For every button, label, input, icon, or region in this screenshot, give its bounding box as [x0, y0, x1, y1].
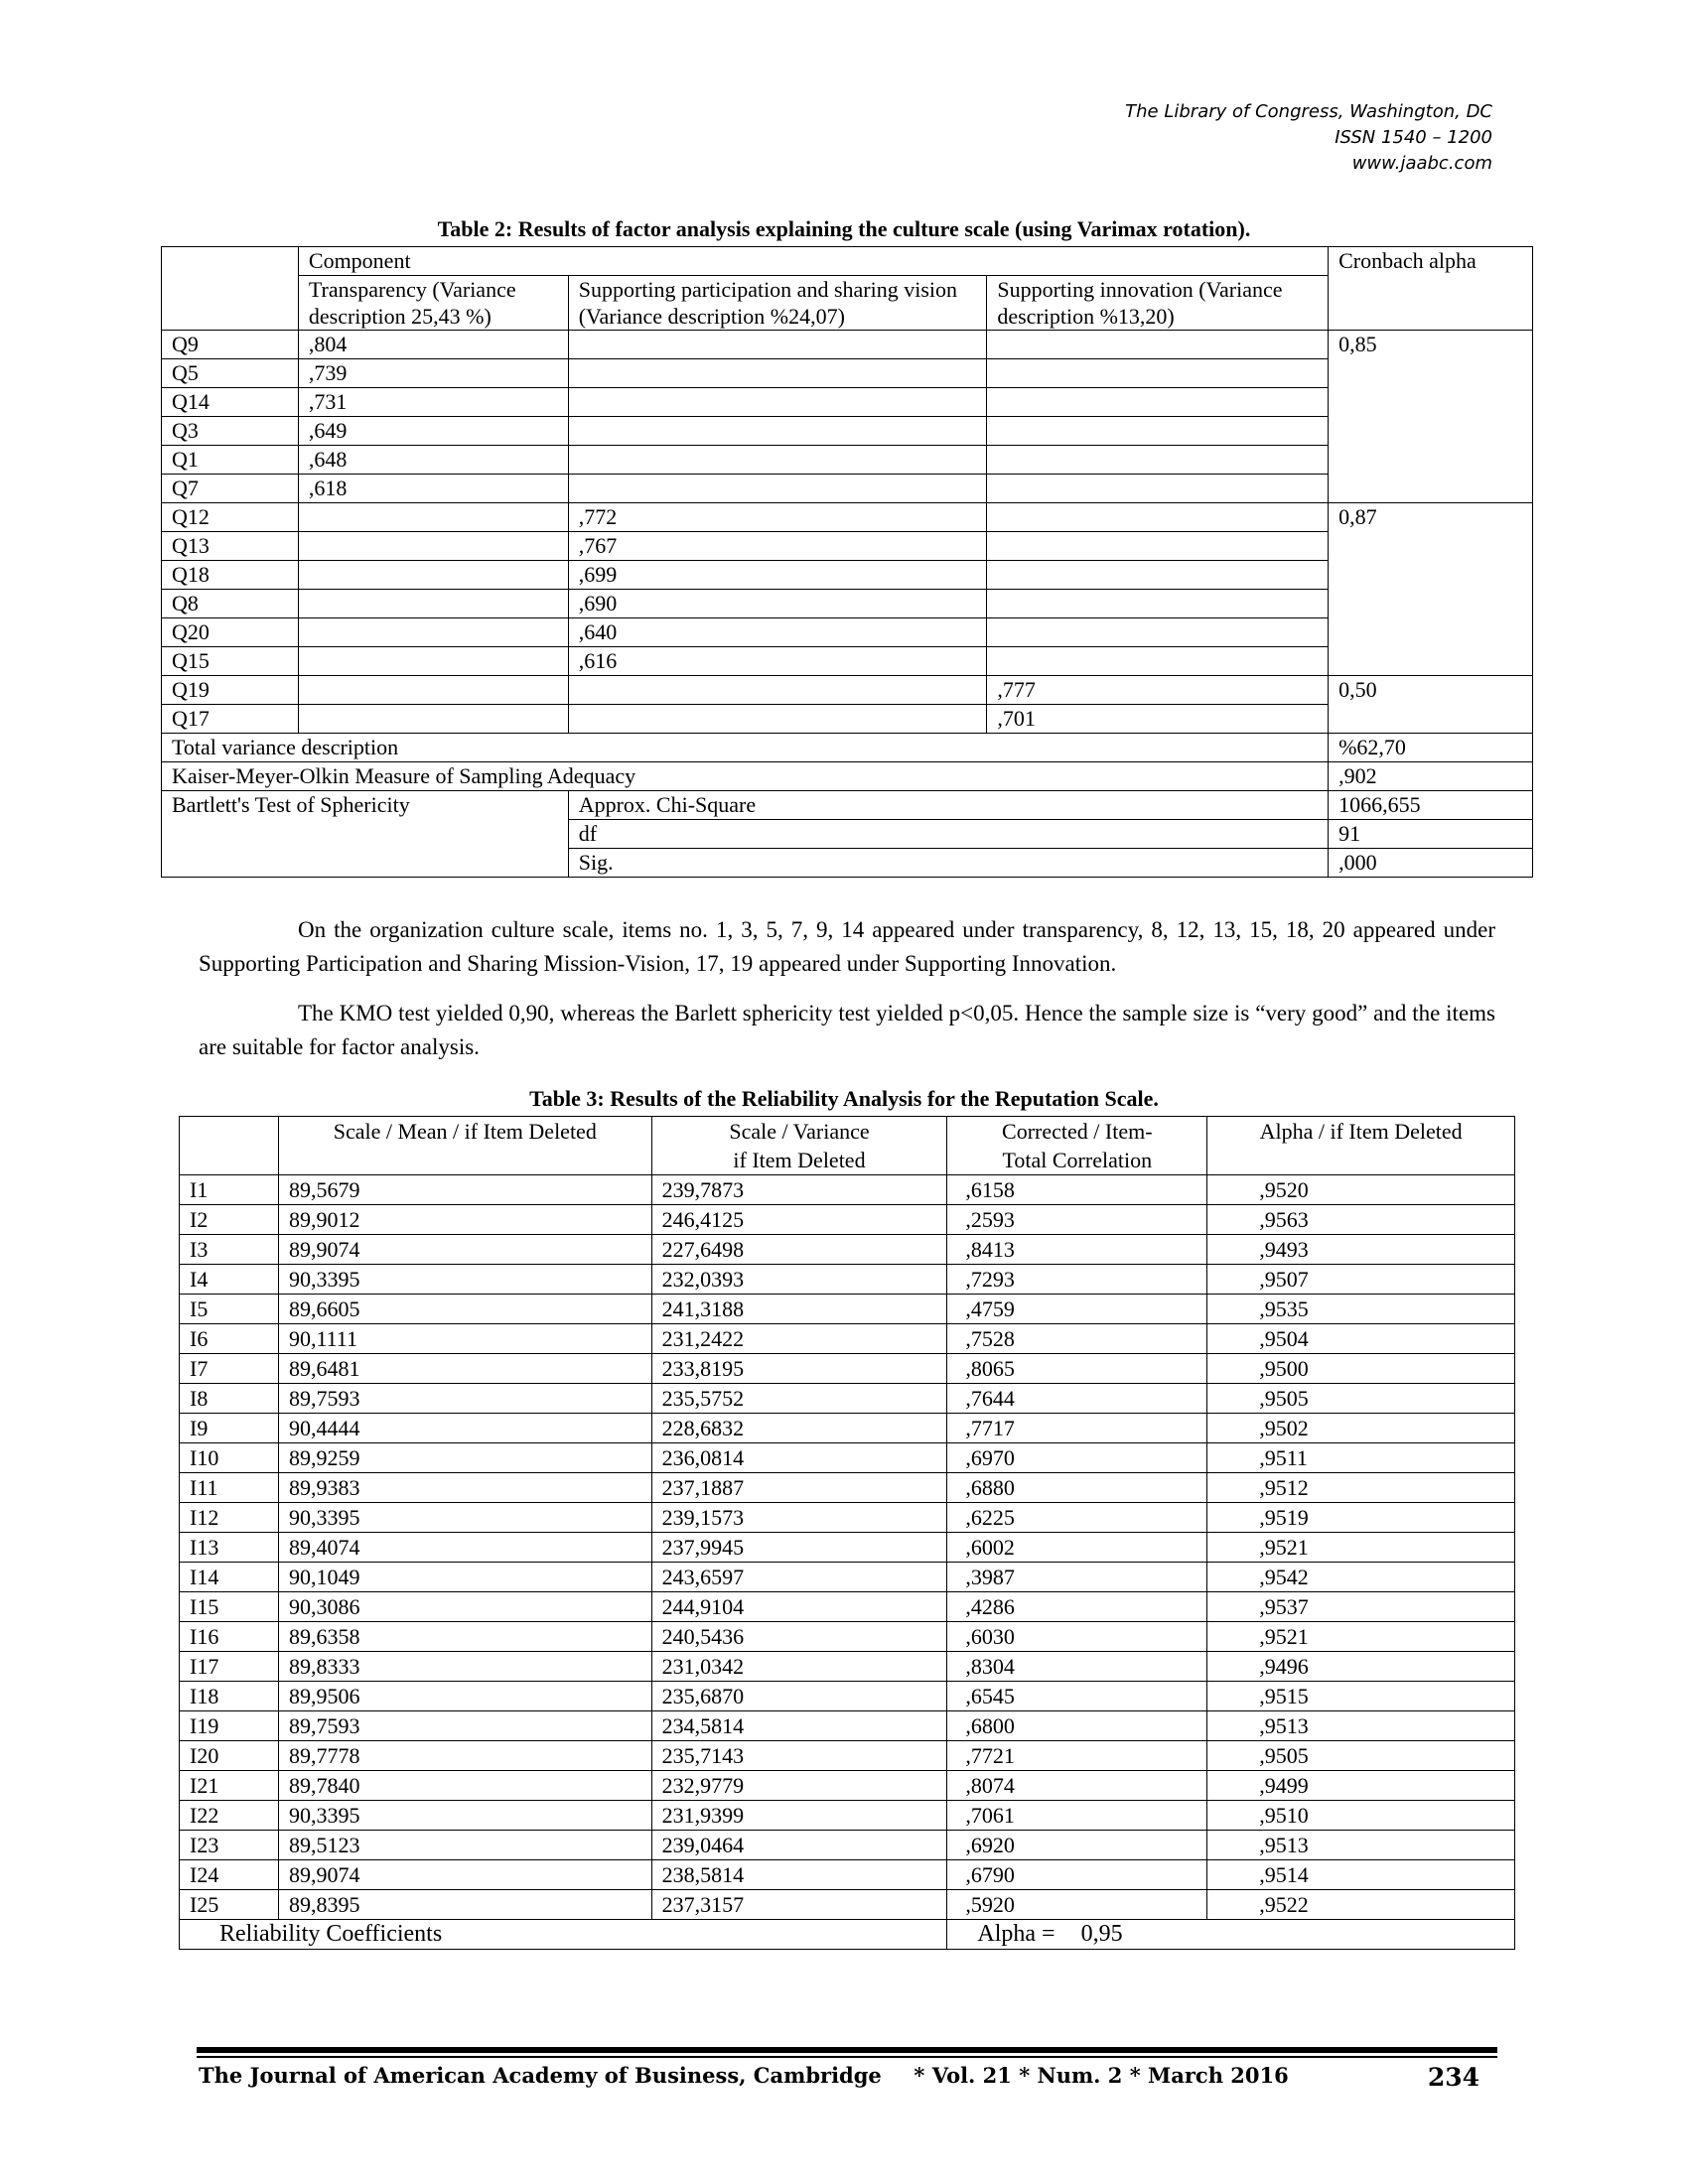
scale-variance-value: 231,0342 [651, 1652, 947, 1682]
item-label: I5 [180, 1295, 279, 1324]
alpha-label: Alpha = [977, 1921, 1055, 1947]
alpha-if-deleted-value: ,9519 [1207, 1503, 1515, 1533]
item-label: I4 [180, 1265, 279, 1295]
item-total-correlation-value: ,5920 [947, 1890, 1207, 1920]
alpha-if-deleted-value: ,9513 [1207, 1831, 1515, 1860]
kmo-label: Kaiser-Meyer-Olkin Measure of Sampling Adequacy [162, 762, 1329, 791]
item-label: I11 [180, 1473, 279, 1503]
item-label: I3 [180, 1235, 279, 1265]
loading-participation [568, 331, 987, 359]
page-number: 234 [1427, 2063, 1479, 2092]
alpha-if-deleted-value: ,9507 [1207, 1265, 1515, 1295]
loading-transparency [298, 590, 568, 618]
table-row [162, 647, 1533, 676]
table-row [162, 590, 1533, 618]
bartlett-row [162, 791, 1533, 820]
item-label: I15 [180, 1592, 279, 1622]
header-line-3: www.jaabc.com [1351, 153, 1492, 174]
table-row [180, 1801, 1515, 1831]
scale-variance-value: 239,7873 [651, 1175, 947, 1205]
loading-transparency [298, 647, 568, 676]
scale-mean-value: 89,9074 [278, 1860, 651, 1890]
alpha-if-deleted-value: ,9542 [1207, 1563, 1515, 1592]
col-scale-variance [651, 1117, 947, 1175]
item-total-correlation-value: ,7644 [947, 1384, 1207, 1414]
loading-participation [568, 388, 987, 417]
alpha-if-deleted-value: ,9505 [1207, 1741, 1515, 1771]
scale-mean-value: 89,7593 [278, 1384, 651, 1414]
item-total-correlation-value: ,8413 [947, 1235, 1207, 1265]
item-label: Q13 [162, 532, 299, 561]
loading-participation [568, 475, 987, 503]
scale-variance-value: 232,0393 [651, 1265, 947, 1295]
scale-variance-value: 233,8195 [651, 1354, 947, 1384]
cronbach-alpha-value: 0,85 [1329, 331, 1533, 503]
item-label: Q12 [162, 503, 299, 532]
table-row [180, 1414, 1515, 1443]
item-total-correlation-value: ,6002 [947, 1533, 1207, 1563]
scale-variance-value: 227,6498 [651, 1235, 947, 1265]
item-total-correlation-value: ,6225 [947, 1503, 1207, 1533]
table-row [180, 1741, 1515, 1771]
loading-participation: ,772 [568, 503, 987, 532]
item-label: Q15 [162, 647, 299, 676]
loading-participation [568, 417, 987, 446]
loading-participation [568, 705, 987, 734]
table-row [180, 1235, 1515, 1265]
scale-variance-value: 237,3157 [651, 1890, 947, 1920]
scale-mean-value: 89,8333 [278, 1652, 651, 1682]
loading-transparency [298, 532, 568, 561]
loading-transparency [298, 705, 568, 734]
reliability-alpha-cell [947, 1920, 1515, 1950]
kmo-row [162, 762, 1533, 791]
total-variance-value: %62,70 [1329, 734, 1533, 762]
item-total-correlation-value: ,6970 [947, 1443, 1207, 1473]
loading-participation [568, 676, 987, 705]
table-row [180, 1473, 1515, 1503]
alpha-value: 0,95 [1080, 1921, 1123, 1947]
scale-mean-value: 89,6358 [278, 1622, 651, 1652]
loading-transparency: ,648 [298, 446, 568, 475]
alpha-if-deleted-value: ,9505 [1207, 1384, 1515, 1414]
item-total-correlation-value: ,6545 [947, 1682, 1207, 1711]
sig-value: ,000 [1329, 849, 1533, 878]
col-corrected-line2: Total Correlation [1002, 1148, 1153, 1172]
table-row [180, 1265, 1515, 1295]
scale-variance-value: 243,6597 [651, 1563, 947, 1592]
table2-component-header: Component [298, 247, 1328, 276]
scale-mean-value: 89,9259 [278, 1443, 651, 1473]
scale-mean-value: 90,3395 [278, 1801, 651, 1831]
col-corrected-correlation [947, 1117, 1207, 1175]
footer-rule-thin [197, 2056, 1497, 2058]
table3-header-row [180, 1117, 1515, 1175]
alpha-if-deleted-value: ,9493 [1207, 1235, 1515, 1265]
table2-caption: Table 2: Results of factor analysis explaining the culture scale (using Varimax rotation). [437, 216, 1251, 241]
item-label: Q17 [162, 705, 299, 734]
table-row [162, 446, 1533, 475]
scale-variance-value: 239,1573 [651, 1503, 947, 1533]
scale-variance-value: 236,0814 [651, 1443, 947, 1473]
table2-col-participation: Supporting participation and sharing vision (Variance description %24,07) [568, 276, 987, 331]
item-label: Q9 [162, 331, 299, 359]
item-total-correlation-value: ,7293 [947, 1265, 1207, 1295]
table-row [180, 1175, 1515, 1205]
alpha-if-deleted-value: ,9510 [1207, 1801, 1515, 1831]
item-label: I19 [180, 1711, 279, 1741]
item-label: I13 [180, 1533, 279, 1563]
footer-rule [197, 2047, 1497, 2053]
item-label: I1 [180, 1175, 279, 1205]
item-label: I14 [180, 1563, 279, 1592]
paragraph-2: The KMO test yielded 0,90, whereas the Barlett sphericity test yielded p<0,05. Hence the sample size is “very good” and the items are suitable for factor analysis. [199, 1001, 1495, 1059]
item-label: I16 [180, 1622, 279, 1652]
item-total-correlation-value: ,2593 [947, 1205, 1207, 1235]
scale-variance-value: 228,6832 [651, 1414, 947, 1443]
loading-participation: ,640 [568, 618, 987, 647]
table-row [180, 1324, 1515, 1354]
item-label: I21 [180, 1771, 279, 1801]
loading-innovation [987, 359, 1329, 388]
alpha-if-deleted-value: ,9500 [1207, 1354, 1515, 1384]
alpha-if-deleted-value: ,9521 [1207, 1533, 1515, 1563]
header-line-1: The Library of Congress, Washington, DC [1125, 101, 1492, 122]
reliability-table [179, 1116, 1515, 1950]
kmo-value: ,902 [1329, 762, 1533, 791]
scale-mean-value: 89,6481 [278, 1354, 651, 1384]
loading-transparency [298, 676, 568, 705]
scale-variance-value: 241,3188 [651, 1295, 947, 1324]
table-row [180, 1890, 1515, 1920]
loading-participation: ,767 [568, 532, 987, 561]
table-row [162, 503, 1533, 532]
scale-mean-value: 89,6605 [278, 1295, 651, 1324]
df-label: df [568, 820, 1328, 849]
item-label: Q20 [162, 618, 299, 647]
scale-mean-value: 90,1111 [278, 1324, 651, 1354]
journal-footer [199, 2063, 1489, 2092]
loading-transparency: ,618 [298, 475, 568, 503]
footer-volume: * Vol. 21 * Num. 2 * March 2016 [914, 2063, 1289, 2088]
loading-innovation: ,777 [987, 676, 1329, 705]
item-label: I17 [180, 1652, 279, 1682]
item-label: I24 [180, 1860, 279, 1890]
table-row [162, 618, 1533, 647]
alpha-if-deleted-value: ,9537 [1207, 1592, 1515, 1622]
item-total-correlation-value: ,6030 [947, 1622, 1207, 1652]
table2-col-innovation: Supporting innovation (Variance description %13,20) [987, 276, 1329, 331]
table-row [162, 705, 1533, 734]
item-total-correlation-value: ,3987 [947, 1563, 1207, 1592]
loading-innovation [987, 561, 1329, 590]
loading-transparency: ,731 [298, 388, 568, 417]
item-label: I22 [180, 1801, 279, 1831]
scale-mean-value: 90,1049 [278, 1563, 651, 1592]
item-total-correlation-value: ,6920 [947, 1831, 1207, 1860]
table-row [180, 1622, 1515, 1652]
loading-innovation [987, 503, 1329, 532]
table-row [162, 388, 1533, 417]
table-row [180, 1592, 1515, 1622]
scale-mean-value: 89,7778 [278, 1741, 651, 1771]
table-row [162, 331, 1533, 359]
running-header [1125, 99, 1492, 177]
loading-innovation: ,701 [987, 705, 1329, 734]
item-total-correlation-value: ,7721 [947, 1741, 1207, 1771]
item-total-correlation-value: ,6158 [947, 1175, 1207, 1205]
item-total-correlation-value: ,7061 [947, 1801, 1207, 1831]
alpha-if-deleted-value: ,9496 [1207, 1652, 1515, 1682]
item-label: I25 [180, 1890, 279, 1920]
item-label: I8 [180, 1384, 279, 1414]
loading-innovation [987, 475, 1329, 503]
scale-variance-value: 240,5436 [651, 1622, 947, 1652]
alpha-if-deleted-value: ,9522 [1207, 1890, 1515, 1920]
table-row [180, 1533, 1515, 1563]
scale-mean-value: 89,7840 [278, 1771, 651, 1801]
col-alpha-deleted: Alpha / if Item Deleted [1207, 1117, 1515, 1175]
bartlett-label: Bartlett's Test of Sphericity [162, 791, 569, 878]
factor-analysis-table [161, 246, 1533, 878]
total-variance-label: Total variance description [162, 734, 1329, 762]
item-total-correlation-value: ,6880 [947, 1473, 1207, 1503]
item-label: I7 [180, 1354, 279, 1384]
col-scale-mean: Scale / Mean / if Item Deleted [278, 1117, 651, 1175]
table-row [180, 1205, 1515, 1235]
alpha-if-deleted-value: ,9502 [1207, 1414, 1515, 1443]
alpha-if-deleted-value: ,9512 [1207, 1473, 1515, 1503]
table2-header-row-1 [162, 247, 1533, 276]
item-label: I18 [180, 1682, 279, 1711]
scale-variance-value: 234,5814 [651, 1711, 947, 1741]
table-row [180, 1354, 1515, 1384]
table-row [180, 1771, 1515, 1801]
scale-variance-value: 237,9945 [651, 1533, 947, 1563]
paragraph-1: On the organization culture scale, items no. 1, 3, 5, 7, 9, 14 appeared under transparency, 8, 12, 13, 15, 18, 20 appeared under Supporting Participation and Sharing Mission-Vision, 17, 19 appeared under Supporting Innovation. [199, 917, 1495, 976]
item-total-correlation-value: ,7528 [947, 1324, 1207, 1354]
scale-mean-value: 89,5679 [278, 1175, 651, 1205]
table3-caption: Table 3: Results of the Reliability Analysis for the Reputation Scale. [529, 1086, 1159, 1111]
alpha-if-deleted-value: ,9520 [1207, 1175, 1515, 1205]
item-label: I20 [180, 1741, 279, 1771]
total-variance-row [162, 734, 1533, 762]
loading-participation: ,690 [568, 590, 987, 618]
alpha-if-deleted-value: ,9499 [1207, 1771, 1515, 1801]
table2-col-transparency: Transparency (Variance description 25,43 %) [298, 276, 568, 331]
loading-innovation [987, 331, 1329, 359]
table-row [162, 359, 1533, 388]
item-label: Q19 [162, 676, 299, 705]
loading-innovation [987, 532, 1329, 561]
scale-variance-value: 235,6870 [651, 1682, 947, 1711]
table-row [162, 676, 1533, 705]
loading-innovation [987, 590, 1329, 618]
table-row [162, 417, 1533, 446]
loading-innovation [987, 446, 1329, 475]
scale-variance-value: 246,4125 [651, 1205, 947, 1235]
scale-mean-value: 89,9012 [278, 1205, 651, 1235]
scale-variance-value: 232,9779 [651, 1771, 947, 1801]
cronbach-alpha-value: 0,50 [1329, 676, 1533, 734]
chi-square-value: 1066,655 [1329, 791, 1533, 820]
scale-variance-value: 235,5752 [651, 1384, 947, 1414]
table2-header-row-2 [162, 276, 1533, 331]
alpha-if-deleted-value: ,9515 [1207, 1682, 1515, 1711]
alpha-if-deleted-value: ,9513 [1207, 1711, 1515, 1741]
item-label: I12 [180, 1503, 279, 1533]
loading-transparency: ,649 [298, 417, 568, 446]
item-label: Q5 [162, 359, 299, 388]
footer-journal: The Journal of American Academy of Business, Cambridge [199, 2063, 882, 2088]
table-row [180, 1384, 1515, 1414]
col-scale-variance-line1: Scale / Variance [729, 1119, 870, 1144]
table-row [180, 1652, 1515, 1682]
alpha-if-deleted-value: ,9511 [1207, 1443, 1515, 1473]
header-line-2: ISSN 1540 – 1200 [1335, 127, 1492, 148]
chi-square-label: Approx. Chi-Square [568, 791, 1328, 820]
item-label: Q18 [162, 561, 299, 590]
loading-transparency [298, 503, 568, 532]
item-label: I2 [180, 1205, 279, 1235]
item-total-correlation-value: ,4286 [947, 1592, 1207, 1622]
scale-variance-value: 244,9104 [651, 1592, 947, 1622]
loading-participation: ,616 [568, 647, 987, 676]
item-total-correlation-value: ,8074 [947, 1771, 1207, 1801]
alpha-if-deleted-value: ,9514 [1207, 1860, 1515, 1890]
table-row [180, 1860, 1515, 1890]
reliability-label: Reliability Coefficients [180, 1920, 947, 1950]
table-row [162, 532, 1533, 561]
alpha-if-deleted-value: ,9504 [1207, 1324, 1515, 1354]
item-label: Q14 [162, 388, 299, 417]
table-row [180, 1295, 1515, 1324]
scale-mean-value: 89,8395 [278, 1890, 651, 1920]
scale-mean-value: 89,4074 [278, 1533, 651, 1563]
scale-variance-value: 235,7143 [651, 1741, 947, 1771]
item-total-correlation-value: ,8065 [947, 1354, 1207, 1384]
scale-mean-value: 90,3395 [278, 1265, 651, 1295]
col-corrected-line1: Corrected / Item- [1002, 1119, 1153, 1144]
scale-mean-value: 89,7593 [278, 1711, 651, 1741]
loading-transparency: ,804 [298, 331, 568, 359]
cronbach-alpha-value: 0,87 [1329, 503, 1533, 676]
loading-innovation [987, 417, 1329, 446]
item-label: I6 [180, 1324, 279, 1354]
loading-innovation [987, 618, 1329, 647]
item-total-correlation-value: ,6800 [947, 1711, 1207, 1741]
alpha-if-deleted-value: ,9521 [1207, 1622, 1515, 1652]
sig-label: Sig. [568, 849, 1328, 878]
scale-variance-value: 239,0464 [651, 1831, 947, 1860]
item-total-correlation-value: ,7717 [947, 1414, 1207, 1443]
scale-mean-value: 90,4444 [278, 1414, 651, 1443]
item-label: Q3 [162, 417, 299, 446]
table-row [162, 561, 1533, 590]
loading-participation [568, 446, 987, 475]
item-total-correlation-value: ,8304 [947, 1652, 1207, 1682]
item-total-correlation-value: ,4759 [947, 1295, 1207, 1324]
item-label: Q1 [162, 446, 299, 475]
table-row [180, 1682, 1515, 1711]
scale-mean-value: 90,3395 [278, 1503, 651, 1533]
table-row [162, 475, 1533, 503]
scale-mean-value: 89,9074 [278, 1235, 651, 1265]
table-row [180, 1443, 1515, 1473]
scale-mean-value: 89,5123 [278, 1831, 651, 1860]
scale-variance-value: 231,2422 [651, 1324, 947, 1354]
item-total-correlation-value: ,6790 [947, 1860, 1207, 1890]
loading-transparency [298, 618, 568, 647]
item-label: I10 [180, 1443, 279, 1473]
scale-variance-value: 237,1887 [651, 1473, 947, 1503]
table-row [180, 1831, 1515, 1860]
scale-variance-value: 231,9399 [651, 1801, 947, 1831]
df-value: 91 [1329, 820, 1533, 849]
table-row [180, 1711, 1515, 1741]
scale-variance-value: 238,5814 [651, 1860, 947, 1890]
table-row [180, 1503, 1515, 1533]
loading-innovation [987, 647, 1329, 676]
loading-transparency: ,739 [298, 359, 568, 388]
loading-transparency [298, 561, 568, 590]
item-label: Q7 [162, 475, 299, 503]
loading-participation [568, 359, 987, 388]
loading-participation: ,699 [568, 561, 987, 590]
item-label: I23 [180, 1831, 279, 1860]
table3-corner-cell [180, 1117, 279, 1175]
item-label: Q8 [162, 590, 299, 618]
table2-corner-cell [162, 247, 299, 331]
scale-mean-value: 90,3086 [278, 1592, 651, 1622]
alpha-if-deleted-value: ,9563 [1207, 1205, 1515, 1235]
scale-mean-value: 89,9383 [278, 1473, 651, 1503]
loading-innovation [987, 388, 1329, 417]
scale-mean-value: 89,9506 [278, 1682, 651, 1711]
alpha-if-deleted-value: ,9535 [1207, 1295, 1515, 1324]
col-scale-variance-line2: if Item Deleted [733, 1148, 866, 1172]
reliability-coefficients-row [180, 1920, 1515, 1950]
item-label: I9 [180, 1414, 279, 1443]
table2-cronbach-header: Cronbach alpha [1329, 247, 1533, 331]
table-row [180, 1563, 1515, 1592]
